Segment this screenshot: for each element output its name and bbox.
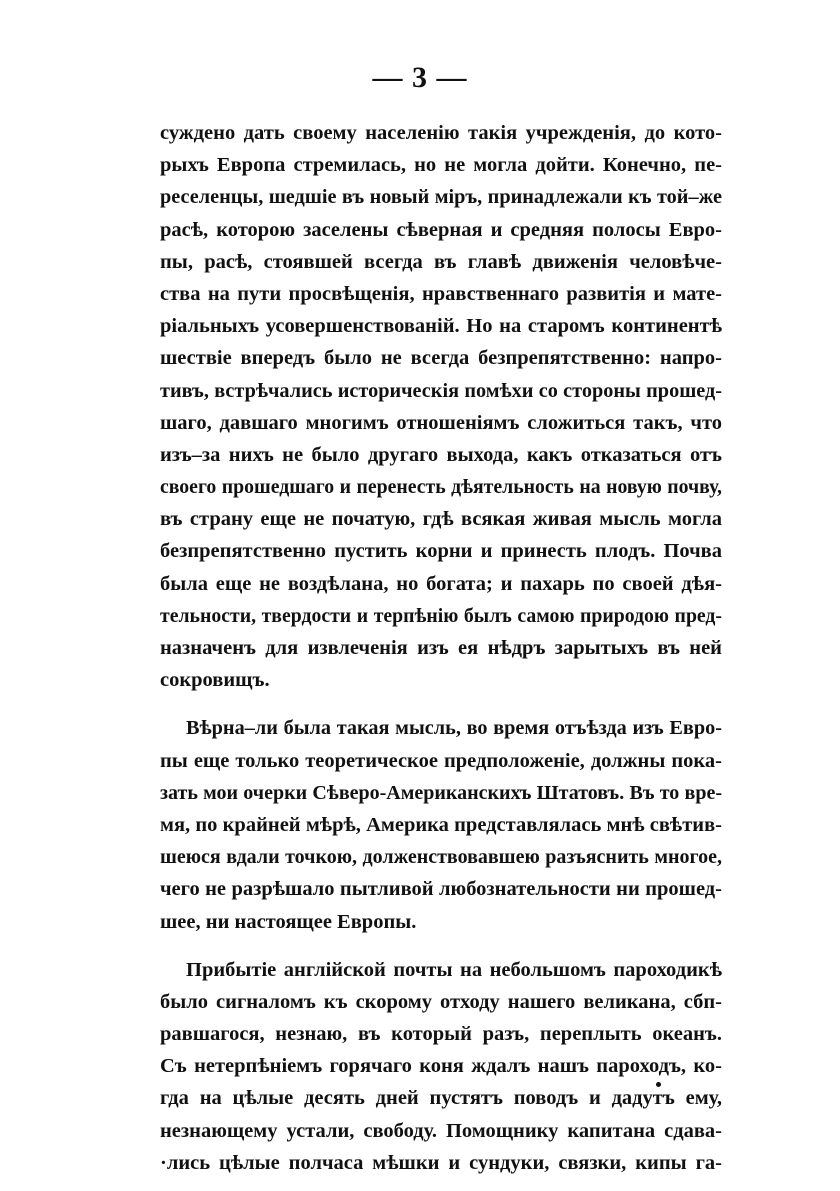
text-line: тельности, твердости и терпѣнію былъ самою природою пред- [160, 604, 722, 627]
paragraph-gap [160, 696, 722, 712]
text-line: назначенъ для извлеченія изъ ея нѣдръ зарытыхъ въ ней [160, 637, 722, 659]
body-text [160, 117, 722, 1179]
text-line: шаго, давшаго многимъ отношеніямъ сложиться такъ, что [160, 411, 722, 434]
page-number: — 3 — [372, 61, 468, 94]
ink-speck [656, 1082, 661, 1087]
text-line: зать мои очерки Сѣверо-Американскихъ Штатовъ. Въ то вре- [160, 781, 722, 804]
text-line: Прибытіе англійской почты на небольшомъ пароходикѣ [186, 958, 722, 981]
text-line: равшагося, незнаю, въ который разъ, переплыть океанъ. [160, 1023, 722, 1046]
text-line: была еще не воздѣлана, но богата; и пахарь по своей дѣя- [160, 572, 722, 595]
text-line: ства на пути просвѣщенія, нравственнаго развитія и мате- [160, 282, 722, 305]
paragraph-1 [160, 117, 722, 696]
text-line: чего не разрѣшало пытливой любознательности ни прошед- [160, 878, 722, 901]
paragraph-2 [160, 712, 722, 937]
text-line: суждено дать своему населенію такія учрежденія, до кото- [160, 122, 722, 144]
text-line: незнающему устали, свободу. Помощнику капитана сдава- [160, 1119, 722, 1142]
text-line: безпрепятственно пустить корни и принесть плодъ. Почва [160, 540, 722, 563]
text-line: Вѣрна–ли была такая мысль, во время отъѣзда изъ Евро- [186, 717, 722, 740]
text-line: шее, ни настоящее Европы. [160, 910, 417, 933]
text-line: рыхъ Европа стремилась, но не могла дойти. Конечно, пе- [160, 154, 722, 177]
text-line: въ страну еще не початую, гдѣ всякая живая мысль могла [160, 508, 722, 531]
text-line: расѣ, которою заселены сѣверная и средняя полосы Евро- [160, 218, 722, 241]
text-line: ·лись цѣлые полчаса мѣшки и сундуки, связки, кипы га- [160, 1151, 722, 1174]
paragraph-3 [160, 954, 722, 1179]
text-line: пы, расѣ, стоявшей всегда въ главѣ движенія человѣче- [160, 250, 722, 273]
text-line: тивъ, встрѣчались историческія помѣхи со стороны прошед- [160, 379, 722, 402]
text-line: Съ нетерпѣніемъ горячаго коня ждалъ нашъ пароходъ, ко- [160, 1055, 722, 1078]
text-line: ріальныхъ усовершенствованій. Но на старомъ континентѣ [160, 315, 722, 338]
text-line: было сигналомъ къ скорому отходу нашего великана, сбп- [160, 990, 722, 1013]
text-line: мя, по крайней мѣрѣ, Америка представлялась мнѣ свѣтив- [160, 813, 722, 836]
text-line: пы еще только теоретическое предположеніе, должны пока- [160, 749, 722, 772]
text-line: своего прошедшаго и перенесть дѣятельность на новую почву, [160, 476, 722, 499]
text-line: гда на цѣлые десять дней пустятъ поводъ и дадутъ ему, [160, 1087, 722, 1110]
text-line: сокровищъ. [160, 669, 270, 692]
text-line: шествіе впередъ было не всегда безпрепятственно: напро- [160, 347, 722, 370]
text-line: реселенцы, шедшіе въ новый міръ, принадлежали къ той–же [160, 186, 722, 209]
text-line: изъ–за нихъ не было другаго выхода, какъ отказаться отъ [160, 443, 722, 466]
text-line: шеюся вдали точкою, долженствовавшею разъяснить многое, [160, 846, 722, 869]
paragraph-gap [160, 938, 722, 954]
